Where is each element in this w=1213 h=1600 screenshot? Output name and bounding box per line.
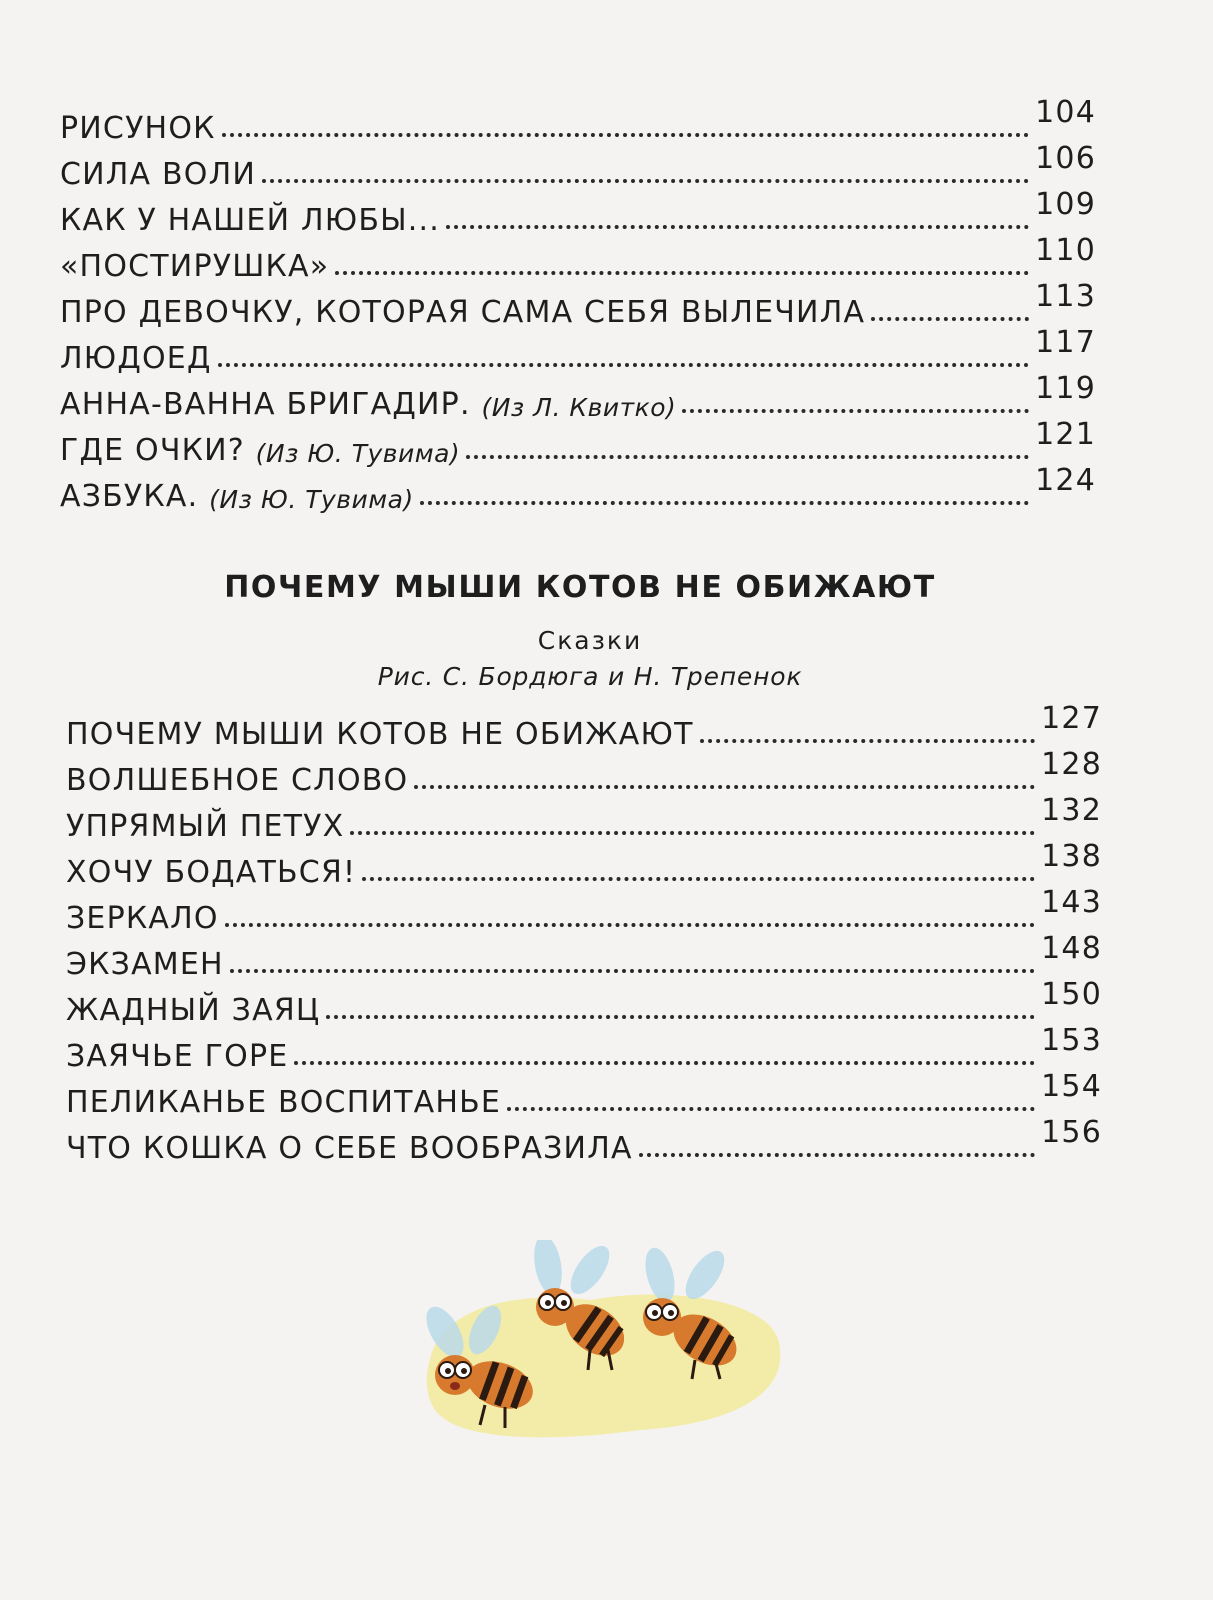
toc-leader-dots [225, 923, 1035, 927]
toc-entry-title: ВОЛШЕБНОЕ СЛОВО [66, 763, 409, 798]
toc-entry-title: СИЛА ВОЛИ [60, 157, 257, 192]
toc-entry[interactable] [60, 233, 1096, 284]
toc-entry[interactable] [66, 931, 1102, 982]
toc-leader-dots [222, 133, 1029, 137]
toc-entry[interactable] [66, 1115, 1102, 1166]
toc-entry-page: 153 [1041, 1023, 1102, 1058]
section-illustrators: Рис. С. Бордюга и Н. Трепенок [377, 662, 803, 691]
toc-entry-title: УПРЯМЫЙ ПЕТУХ [66, 809, 345, 844]
toc-entry-author: (Из Ю. Тувима) [209, 485, 414, 514]
toc-entry-page: 150 [1041, 977, 1102, 1012]
toc-entry[interactable] [60, 187, 1096, 238]
toc-leader-dots [507, 1107, 1035, 1111]
toc-leader-dots [700, 739, 1036, 743]
section-title: ПОЧЕМУ МЫШИ КОТОВ НЕ ОБИЖАЮТ [224, 570, 936, 605]
toc-leader-dots [446, 225, 1029, 229]
toc-entry[interactable] [66, 977, 1102, 1028]
toc-entry-page: 124 [1035, 463, 1096, 498]
toc-entry-title: ГДЕ ОЧКИ? [60, 433, 245, 468]
toc-entry-page: 104 [1035, 95, 1096, 130]
toc-entry[interactable] [60, 417, 1096, 468]
toc-list-part1 [60, 95, 1096, 514]
toc-entry-page: 148 [1041, 931, 1102, 966]
toc-entry-title: РИСУНОК [60, 111, 216, 146]
toc-entry-title: АННА-ВАННА БРИГАДИР. [60, 387, 471, 422]
toc-leader-dots [218, 363, 1030, 367]
toc-entry-title: АЗБУКА. [60, 479, 199, 514]
toc-leader-dots [466, 455, 1029, 459]
toc-entry[interactable] [66, 1023, 1102, 1074]
toc-list-part2 [66, 701, 1102, 1166]
toc-entry-title: ЖАДНЫЙ ЗАЯЦ [66, 993, 321, 1028]
section-subtitle: Сказки [537, 626, 643, 655]
toc-entry[interactable] [66, 747, 1102, 798]
toc-leader-dots [871, 317, 1029, 321]
toc-entry[interactable] [66, 885, 1102, 936]
toc-entry-title: ЭКЗАМЕН [66, 947, 224, 982]
toc-entry[interactable] [60, 95, 1096, 146]
toc-entry[interactable] [66, 1069, 1102, 1120]
toc-leader-dots [335, 271, 1029, 275]
toc-entry-title: «ПОСТИРУШКА» [60, 249, 330, 284]
toc-entry-page: 154 [1041, 1069, 1102, 1104]
toc-leader-dots [682, 409, 1029, 413]
toc-leader-dots [639, 1153, 1035, 1157]
toc-leader-dots [326, 1015, 1035, 1019]
toc-entry-page: 156 [1041, 1115, 1102, 1150]
toc-entry-title: ХОЧУ БОДАТЬСЯ! [66, 855, 357, 890]
toc-entry-page: 128 [1041, 747, 1102, 782]
toc-entry-title: ЗАЯЧЬЕ ГОРЕ [66, 1039, 289, 1074]
toc-entry-page: 106 [1035, 141, 1096, 176]
toc-leader-dots [230, 969, 1035, 973]
toc-entry-page: 110 [1035, 233, 1096, 268]
toc-entry-page: 143 [1041, 885, 1102, 920]
toc-entry-author: (Из Ю. Тувима) [255, 439, 461, 468]
toc-entry-page: 121 [1035, 417, 1096, 452]
toc-entry-page: 117 [1035, 325, 1096, 360]
toc-leader-dots [362, 877, 1035, 881]
toc-entry[interactable] [66, 701, 1102, 752]
toc-leader-dots [420, 501, 1029, 505]
toc-leader-dots [294, 1061, 1035, 1065]
toc-entry[interactable] [66, 839, 1102, 890]
toc-entry-title: КАК У НАШЕЙ ЛЮБЫ... [60, 203, 440, 238]
toc-entry-title: ПОЧЕМУ МЫШИ КОТОВ НЕ ОБИЖАЮТ [66, 717, 694, 752]
toc-entry[interactable] [60, 325, 1096, 376]
toc-entry-title: ЛЮДОЕД [60, 341, 212, 376]
toc-entry[interactable] [60, 279, 1096, 330]
toc-entry-title: ПЕЛИКАНЬЕ ВОСПИТАНЬЕ [66, 1085, 502, 1120]
toc-leader-dots [350, 831, 1035, 835]
toc-entry-page: 113 [1035, 279, 1096, 314]
toc-leader-dots [262, 179, 1029, 183]
toc-entry-page: 119 [1035, 371, 1096, 406]
toc-entry-title: ЧТО КОШКА О СЕБЕ ВООБРАЗИЛА [66, 1131, 633, 1166]
toc-entry-author: (Из Л. Квитко) [481, 393, 677, 422]
toc-entry-page: 138 [1041, 839, 1102, 874]
toc-entry-page: 132 [1041, 793, 1102, 828]
toc-entry-title: ПРО ДЕВОЧКУ, КОТОРАЯ САМА СЕБЯ ВЫЛЕЧИЛА [60, 295, 866, 330]
toc-entry[interactable] [66, 793, 1102, 844]
toc-entry-title: ЗЕРКАЛО [66, 901, 219, 936]
toc-entry[interactable] [60, 141, 1096, 192]
toc-leader-dots [414, 785, 1035, 789]
toc-entry-page: 127 [1041, 701, 1102, 736]
toc-entry-page: 109 [1035, 187, 1096, 222]
bees-illustration-icon [400, 1240, 800, 1470]
toc-entry[interactable] [60, 463, 1096, 514]
toc-entry[interactable] [60, 371, 1096, 422]
